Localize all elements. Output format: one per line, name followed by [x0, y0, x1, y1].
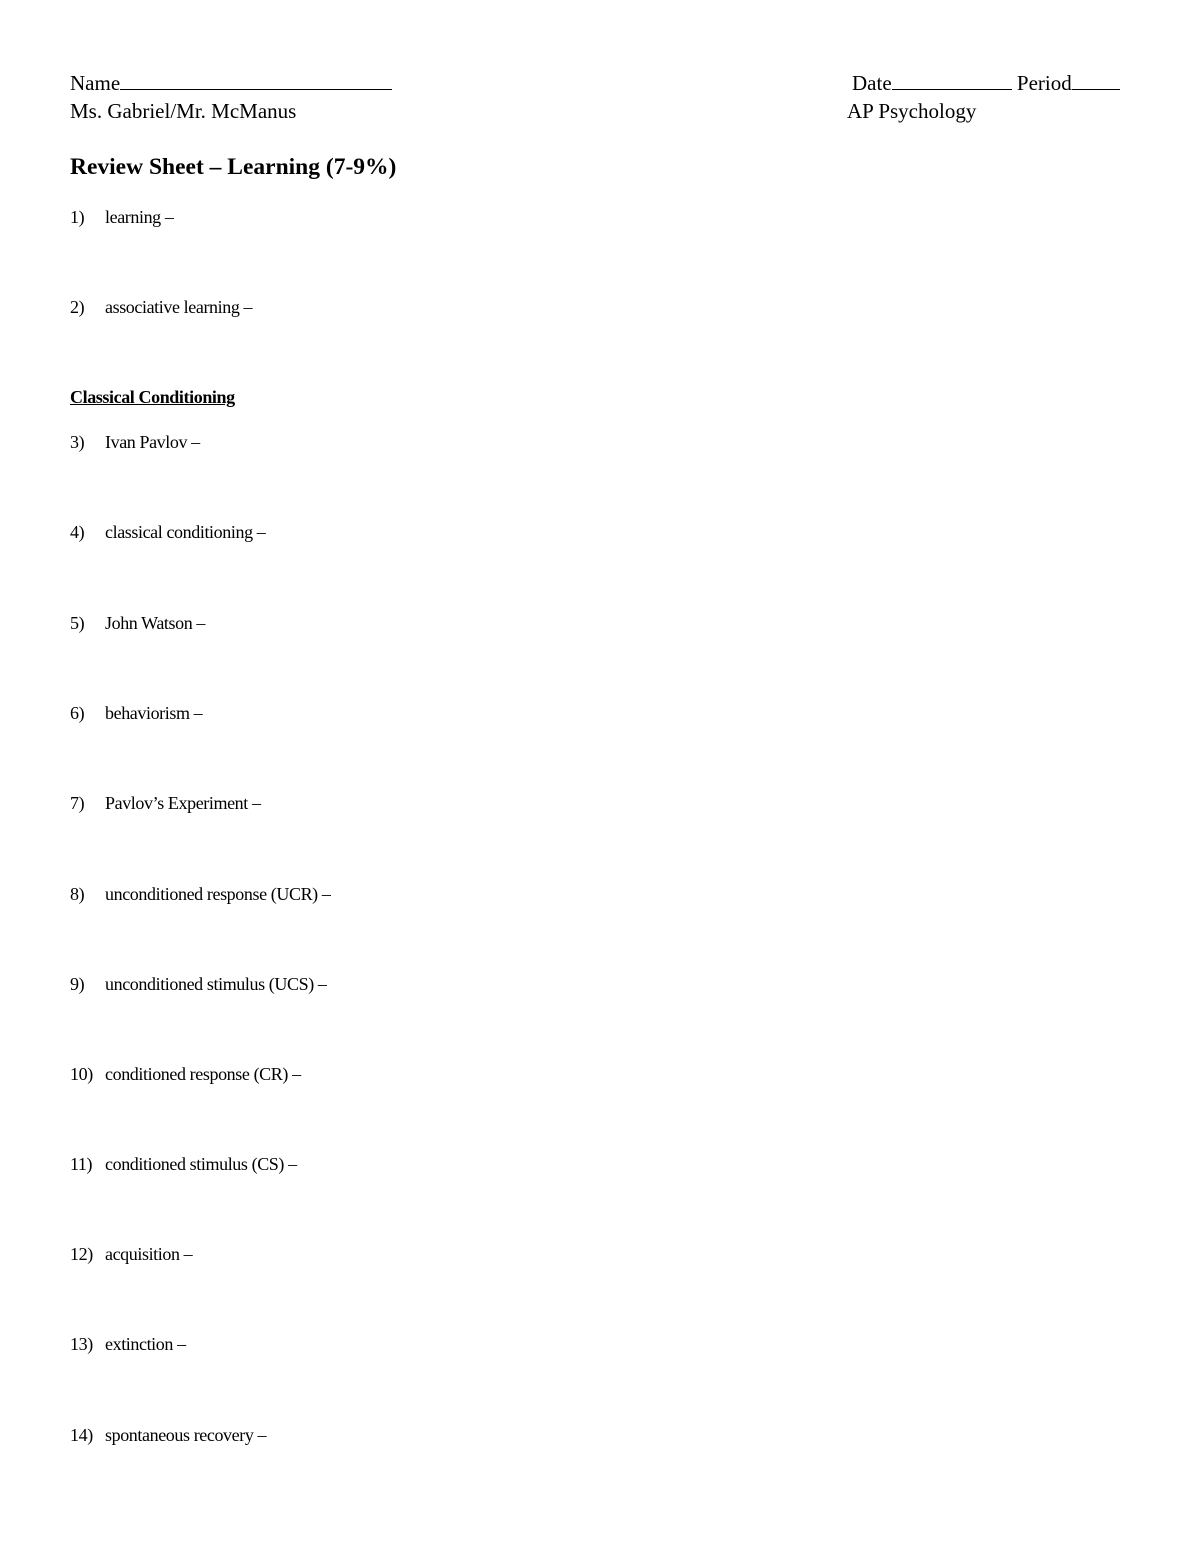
- name-label: Name: [70, 71, 121, 95]
- term-text: unconditioned response (UCR) –: [105, 884, 331, 904]
- term-text: conditioned response (CR) –: [105, 1064, 301, 1084]
- term-number: 3): [70, 432, 85, 452]
- section-heading: Classical Conditioning: [70, 387, 235, 407]
- term-text: acquisition –: [105, 1244, 193, 1264]
- term-item: [70, 296, 252, 318]
- term-text: unconditioned stimulus (UCS) –: [105, 974, 327, 994]
- title-percent-text: (7-9%): [325, 154, 397, 180]
- term-item: [70, 792, 261, 814]
- name-blank[interactable]: [120, 71, 392, 90]
- teacher-names: Ms. Gabriel/Mr. McManus: [70, 99, 297, 123]
- term-item: [70, 1063, 301, 1085]
- term-item: [70, 702, 202, 724]
- term-item: [70, 883, 330, 905]
- page-title: [70, 152, 396, 182]
- period-label: Period: [1016, 71, 1072, 95]
- term-number: 5): [70, 613, 85, 633]
- term-number: 10): [70, 1064, 93, 1084]
- term-number: 13): [70, 1334, 93, 1354]
- term-item: [70, 612, 205, 634]
- term-number: 14): [70, 1425, 93, 1445]
- term-item: [70, 1333, 186, 1355]
- date-blank[interactable]: [892, 71, 1012, 90]
- term-text: classical conditioning –: [105, 522, 266, 542]
- term-text: learning –: [105, 207, 174, 227]
- term-text: Pavlov’s Experiment –: [105, 793, 261, 813]
- date-period-fields: [852, 70, 1120, 96]
- term-item: [70, 1243, 192, 1265]
- term-text: behaviorism –: [105, 703, 203, 723]
- course-name: AP Psychology: [847, 99, 977, 123]
- term-number: 2): [70, 297, 85, 317]
- term-item: [70, 1153, 297, 1175]
- date-label: Date: [852, 71, 892, 95]
- term-text: John Watson –: [105, 613, 206, 633]
- term-number: 1): [70, 207, 85, 227]
- name-field[interactable]: [70, 70, 392, 96]
- term-number: 7): [70, 793, 85, 813]
- title-percent: [326, 154, 396, 180]
- term-item: [70, 973, 327, 995]
- title-main: Review Sheet – Learning: [70, 154, 320, 180]
- term-item: [70, 206, 173, 228]
- term-item: [70, 521, 265, 543]
- term-item: [70, 1424, 266, 1446]
- term-text: associative learning –: [105, 297, 253, 317]
- period-blank[interactable]: [1072, 71, 1120, 90]
- term-number: 8): [70, 884, 85, 904]
- term-item: [70, 431, 200, 453]
- term-text: spontaneous recovery –: [105, 1425, 267, 1445]
- term-number: 11): [70, 1154, 93, 1174]
- term-text: extinction –: [105, 1334, 186, 1354]
- term-number: 6): [70, 703, 85, 723]
- term-number: 4): [70, 522, 85, 542]
- term-number: 12): [70, 1244, 93, 1264]
- term-text: conditioned stimulus (CS) –: [105, 1154, 297, 1174]
- term-text: Ivan Pavlov –: [105, 432, 200, 452]
- term-number: 9): [70, 974, 85, 994]
